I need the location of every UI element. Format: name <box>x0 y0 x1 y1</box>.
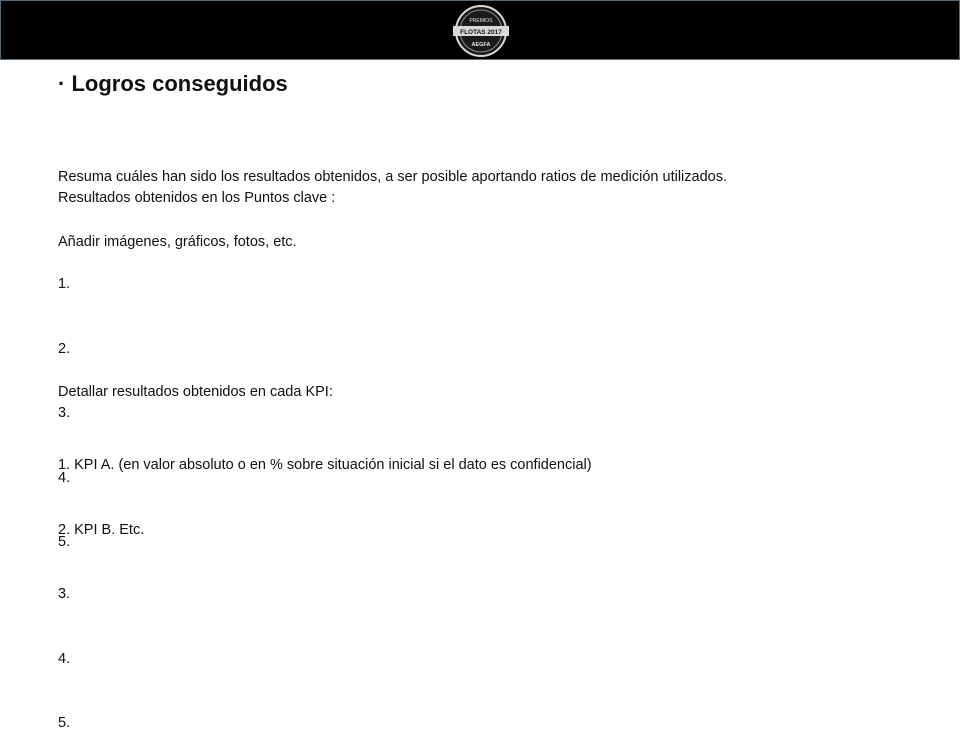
list-item: 3. <box>58 586 71 602</box>
intro-line: Resuma cuáles han sido los resultados obtenidos, a ser posible aportando ratios de medición utilizados. <box>58 169 728 185</box>
list-item: 2. KPI B. Etc. <box>58 521 145 538</box>
logo-line1: PREMIOS <box>469 18 493 24</box>
section-title: · Logros conseguidos <box>58 71 288 96</box>
intro-line: Añadir imágenes, gráficos, fotos, etc. <box>58 233 297 250</box>
list-item: 3. <box>58 405 71 421</box>
logo-line3: AEGFA <box>471 42 491 48</box>
awards-logo <box>450 4 512 58</box>
header-bar <box>0 0 960 60</box>
points-label: Resultados obtenidos en los Puntos clave : <box>58 190 336 206</box>
list-item: 4. <box>58 469 71 486</box>
logo-line2: FLOTAS 2017 <box>460 29 502 36</box>
list-item: 5. <box>58 715 71 731</box>
kpi-label: Detallar resultados obtenidos en cada KPI: <box>58 384 333 400</box>
list-item: 2. <box>58 340 71 357</box>
list-item: 1. KPI A. (en valor absoluto o en % sobre situación inicial si el dato es confidencial) <box>58 457 592 473</box>
list-item: 1. <box>58 276 71 292</box>
kpi-list <box>58 412 592 756</box>
list-item: 4. <box>58 650 71 667</box>
list-item: 5. <box>58 534 71 550</box>
